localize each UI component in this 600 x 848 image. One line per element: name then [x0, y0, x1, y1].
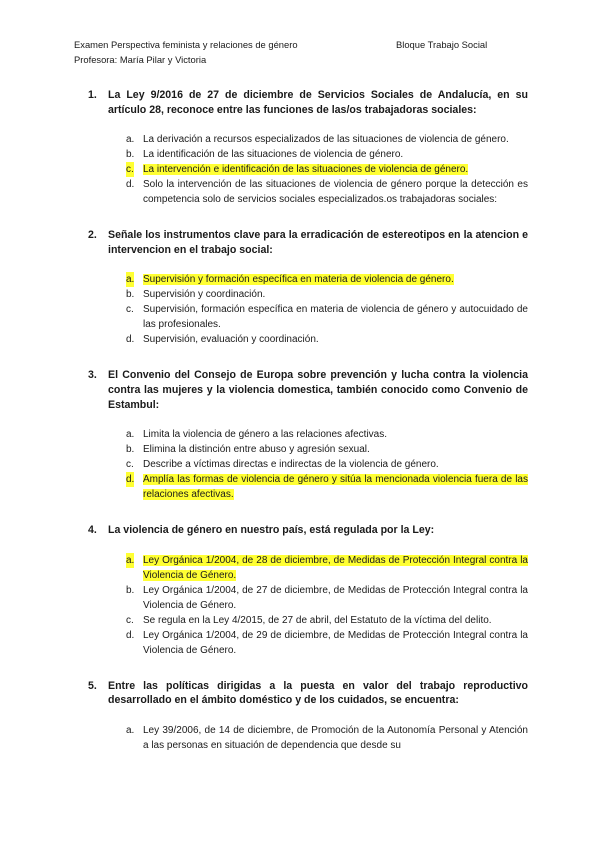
answer-option	[126, 287, 528, 302]
option-letter: b.	[126, 149, 135, 161]
option-text: Supervisión, evaluación y coordinación.	[143, 334, 319, 346]
option-letter: c.	[126, 614, 134, 626]
option-letter: d.	[126, 629, 135, 641]
question-item	[88, 523, 528, 658]
option-letter: a.	[126, 134, 135, 146]
question-item	[88, 679, 528, 753]
option-text: Amplía las formas de violencia de género y sitúa la mencionada violencia fuera de las relaciones afectivas.	[143, 474, 528, 501]
question-text: La violencia de género en nuestro país, está regulada por la Ley:	[108, 524, 435, 537]
option-letter: c.	[126, 304, 134, 316]
answer-option	[126, 302, 528, 332]
question-item	[88, 368, 528, 502]
question-text: El Convenio del Consejo de Europa sobre prevención y lucha contra la violencia contra las mujeres y la violencia domestica, también conocido como Convenio de Estambul:	[108, 369, 528, 411]
answer-option-highlighted	[126, 472, 528, 502]
option-letter: d.	[126, 334, 135, 346]
answer-options	[126, 272, 528, 347]
question-number: 5.	[88, 679, 97, 692]
answer-option	[126, 457, 528, 472]
option-text: La intervención e identificación de las situaciones de violencia de género.	[143, 164, 469, 176]
answer-option	[126, 147, 528, 162]
option-text: Elimina la distinción entre abuso y agresión sexual.	[143, 444, 370, 456]
question-text: Entre las políticas dirigidas a la puesta en valor del trabajo reproductivo desarrollado en el ámbito doméstico y de los cuidados, se encuentra:	[108, 679, 528, 707]
option-text: Solo la intervención de las situaciones de violencia de género porque la detección es competencia solo de servicios sociales especializados.os trabajadoras sociales:	[143, 179, 528, 206]
answer-option	[126, 177, 528, 207]
answer-option-highlighted	[126, 272, 528, 287]
answer-option-highlighted	[126, 553, 528, 583]
option-text: Supervisión y coordinación.	[143, 289, 266, 301]
option-letter: c.	[126, 459, 134, 471]
exam-title: Examen Perspectiva feminista y relaciones de género	[74, 39, 298, 50]
option-text: Ley Orgánica 1/2004, de 29 de diciembre, de Medidas de Protección Integral contra la Violencia de Género.	[143, 629, 528, 656]
answer-option	[126, 132, 528, 147]
option-letter: b.	[126, 444, 135, 456]
answer-options	[126, 427, 528, 502]
option-text: Ley Orgánica 1/2004, de 27 de diciembre, de Medidas de Protección Integral contra la Violencia de Género.	[143, 584, 528, 611]
option-text: Supervisión, formación específica en materia de violencia de género y autocuidado de las profesionales.	[143, 304, 528, 331]
option-text: Ley Orgánica 1/2004, de 28 de diciembre, de Medidas de Protección Integral contra la Violencia de Género.	[143, 554, 528, 581]
question-number: 3.	[88, 369, 97, 382]
answer-option	[126, 723, 528, 753]
option-text: Ley 39/2006, de 14 de diciembre, de Promoción de la Autonomía Personal y Atención a las personas en situación de dependencia que desde su	[143, 724, 528, 751]
answer-option	[126, 442, 528, 457]
block-label: Bloque Trabajo Social	[396, 39, 488, 50]
option-letter: c.	[126, 164, 134, 176]
question-number: 4.	[88, 524, 97, 537]
answer-options	[126, 723, 528, 753]
answer-option	[126, 583, 528, 613]
option-text: Se regula en la Ley 4/2015, de 27 de abril, del Estatuto de la víctima del delito.	[143, 614, 492, 626]
question-text: La Ley 9/2016 de 27 de diciembre de Servicios Sociales de Andalucía, en su artículo 28, reconoce entre las funciones de las/os trabajadoras sociales:	[108, 89, 528, 116]
question-number: 1.	[88, 89, 97, 101]
answer-options	[126, 553, 528, 658]
option-text: Describe a víctimas directas e indirectas de la violencia de género.	[143, 459, 439, 471]
question-item	[88, 88, 528, 207]
answer-option	[126, 332, 528, 347]
option-text: La identificación de las situaciones de violencia de género.	[143, 149, 404, 161]
answer-options	[126, 132, 528, 207]
answer-option	[126, 628, 528, 658]
option-letter: a.	[126, 274, 135, 286]
professors-line: Profesora: María Pilar y Victoria	[74, 54, 207, 65]
option-letter: a.	[126, 724, 135, 736]
option-letter: b.	[126, 584, 135, 596]
question-item	[88, 228, 528, 347]
option-text: La derivación a recursos especializados de las situaciones de violencia de género.	[143, 134, 509, 146]
question-list	[88, 88, 528, 774]
option-letter: b.	[126, 289, 135, 301]
option-text: Limita la violencia de género a las relaciones afectivas.	[143, 429, 388, 441]
answer-option	[126, 613, 528, 628]
question-number: 2.	[88, 229, 97, 242]
option-letter: a.	[126, 554, 135, 566]
page-header	[74, 37, 534, 67]
option-letter: d.	[126, 474, 135, 486]
option-letter: a.	[126, 429, 135, 441]
option-text: Supervisión y formación específica en materia de violencia de género.	[143, 274, 454, 286]
answer-option	[126, 427, 528, 442]
question-text: Señale los instrumentos clave para la erradicación de estereotipos en la atencion e intervencion en el trabajo social:	[108, 229, 528, 256]
answer-option-highlighted	[126, 162, 528, 177]
option-letter: d.	[126, 179, 135, 191]
